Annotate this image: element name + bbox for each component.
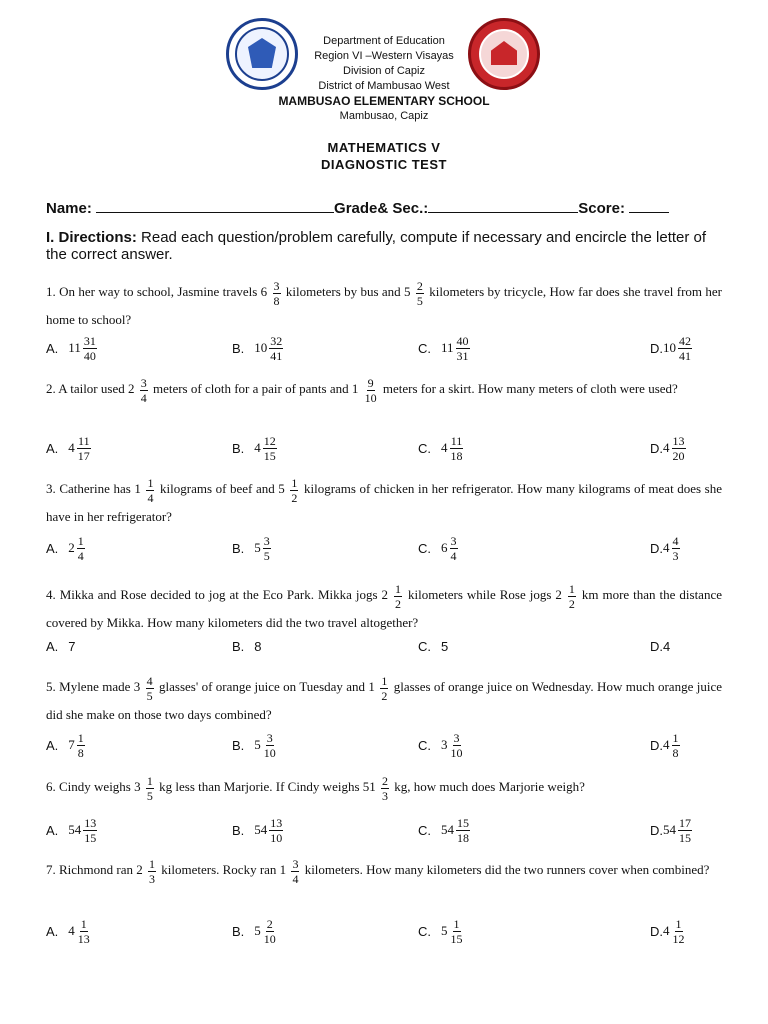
answer-option-b[interactable] [232,330,285,366]
denominator: 2 [291,490,298,505]
numerator: 13 [84,815,97,830]
answer-option-c[interactable] [418,330,472,366]
denominator: 5 [263,548,270,563]
question-1-options [46,330,726,366]
numerator: 1 [149,856,156,871]
option-fraction [263,732,277,759]
question-text: kilograms of chicken in her refrigerator. How many kilograms of meat does she have in her refrigerator? [46,481,722,524]
option-letter: C. [418,440,431,456]
question-7-options [46,913,726,949]
denominator: 40 [83,348,96,363]
option-fraction [450,435,464,462]
option-letter: A. [46,340,59,356]
denominator: 2 [568,596,575,611]
option-letter: A. [46,638,59,654]
option-whole: 54 [663,822,676,837]
numerator: 32 [270,333,283,348]
question-text: 4. Mikka and Rose decided to jog at the Eco Park. Mikka jogs 2 [46,587,393,602]
numerator: 1 [675,916,682,931]
question-text: 3. Catherine has 1 [46,481,145,496]
fraction [146,675,154,702]
answer-option-a[interactable] [46,430,93,466]
numerator: 15 [457,815,469,830]
option-whole: 2 [68,540,75,555]
question-text: glasses' of orange juice on Tuesday and 1 [155,679,379,694]
option-letter: C. [418,638,431,654]
denominator: 4 [77,548,84,563]
question-4-options [46,628,726,664]
fraction [290,477,298,504]
answer-option-a[interactable] [46,913,93,949]
numerator: 1 [395,581,402,596]
denominator: 3 [382,788,389,803]
question-text: 6. Cindy weighs 3 [46,779,144,794]
question-text: km more than the distance covered by Mikka. How many kilometers did the two travel altogether? [46,587,722,630]
option-whole: 7 [68,638,76,654]
option-letter: C. [418,822,431,838]
answer-option-b[interactable] [232,812,285,848]
question-4 [46,582,722,635]
question-text: kg, how much does Marjorie weigh? [391,779,585,794]
option-letter: D. [650,440,663,456]
answer-option-d[interactable] [650,530,682,566]
option-fraction [672,732,680,759]
denominator: 31 [456,348,469,363]
option-whole: 4 [663,638,671,654]
numerator: 1 [453,916,460,931]
answer-option-d[interactable] [650,330,694,366]
header-division: Division of Capiz [343,65,425,77]
question-text: kg less than Marjorie. If Cindy weighs 51 [155,779,380,794]
name-field[interactable] [96,200,334,213]
test-title: DIAGNOSTIC TEST [321,157,447,172]
answer-option-b[interactable] [232,530,273,566]
option-letter: D. [650,737,663,753]
answer-option-c[interactable] [418,727,466,763]
option-whole: 5 [441,923,448,938]
question-text: kilometers while Rose jogs 2 [404,587,566,602]
denominator: 17 [77,448,90,463]
header-district: District of Mambusao West [318,80,450,92]
question-text: kilometers. How many kilometers did the two runners cover when combined? [301,862,710,877]
school-name: MAMBUSAO ELEMENTARY SCHOOL [278,94,490,108]
option-whole: 54 [254,822,268,837]
denominator: 41 [270,348,283,363]
option-whole: 4 [663,737,670,752]
answer-option-d[interactable] [650,430,688,466]
answer-option-a[interactable] [46,330,99,366]
option-whole: 5 [254,923,261,938]
option-letter: A. [46,737,59,753]
option-letter: D. [650,340,663,356]
answer-option-c[interactable] [418,430,466,466]
numerator: 1 [672,730,679,745]
numerator: 3 [450,533,457,548]
subject-title: MATHEMATICS V [327,140,441,155]
numerator: 9 [367,375,374,390]
denominator: 13 [77,931,90,946]
option-whole: 10 [254,340,268,355]
directions-text: Read each question/problem carefully, compute if necessary and encircle the letter of the correct answer. [46,229,707,263]
answer-option-b[interactable] [232,727,279,763]
option-fraction [263,918,277,945]
numerator: 3 [263,533,270,548]
fraction [381,775,389,802]
denominator: 18 [450,448,463,463]
fraction [146,477,154,504]
option-fraction [263,535,271,562]
denominator: 10 [364,390,377,405]
question-2-options [46,430,726,466]
option-letter: A. [46,923,59,939]
numerator: 1 [80,916,87,931]
denominator: 5 [416,293,423,308]
directions [46,229,726,263]
question-5-options [46,727,726,763]
fraction [146,775,154,802]
option-whole: 5 [254,540,261,555]
option-letter: B. [232,822,245,838]
denominator: 8 [672,745,679,760]
question-5 [46,674,722,727]
question-text: 1. On her way to school, Jasmine travels 6 [46,284,271,299]
option-fraction [269,817,283,844]
numerator: 17 [679,815,691,830]
numerator: 3 [266,730,273,745]
question-3 [46,476,722,529]
numerator: 42 [679,333,691,348]
numerator: 11 [450,433,463,448]
fraction [364,377,378,404]
option-fraction [263,435,277,462]
question-text: 7. Richmond ran 2 [46,862,147,877]
answer-option-d[interactable] [650,628,670,664]
question-text: kilograms of beef and 5 [156,481,289,496]
question-3-options [46,530,726,566]
fraction [394,583,402,610]
numerator: 1 [568,581,575,596]
option-whole: 10 [663,340,676,355]
numerator: 1 [146,773,153,788]
numerator: 2 [382,773,389,788]
denominator: 3 [149,871,156,886]
grade-field[interactable] [428,200,578,213]
answer-option-d[interactable] [650,727,682,763]
numerator: 31 [83,333,96,348]
denominator: 15 [84,830,97,845]
option-letter: A. [46,822,59,838]
question-2 [46,376,722,404]
question-text: glasses of orange juice on Wednesday. How much orange juice did she make on those two days combined? [46,679,722,722]
score-label: Score: [578,200,625,217]
answer-option-b[interactable] [232,628,262,664]
header-department: Department of Education [323,35,445,47]
denominator: 4 [147,490,154,505]
numerator: 4 [146,673,153,688]
answer-option-b[interactable] [232,430,279,466]
answer-option-c[interactable] [418,530,460,566]
answer-option-a[interactable] [46,812,99,848]
option-fraction [450,535,458,562]
option-letter: D. [650,638,663,654]
option-whole: 5 [441,638,449,654]
option-whole: 4 [663,923,670,938]
answer-option-c[interactable] [418,913,466,949]
option-letter: D. [650,822,663,838]
denominator: 15 [679,830,691,845]
denominator: 4 [450,548,457,563]
denominator: 15 [263,448,276,463]
option-letter: B. [232,737,245,753]
option-letter: B. [232,923,245,939]
option-whole: 4 [663,440,670,455]
option-fraction [77,535,85,562]
option-whole: 4 [441,440,448,455]
numerator: 1 [147,475,154,490]
option-letter: A. [46,540,59,556]
option-whole: 11 [68,340,81,355]
question-7 [46,857,722,885]
question-text: 2. A tailor used 2 [46,381,138,396]
option-letter: B. [232,340,245,356]
denominator: 10 [263,931,276,946]
numerator: 11 [78,433,90,448]
question-6-options [46,812,726,848]
option-fraction [672,435,686,462]
numerator: 13 [270,815,283,830]
fraction [416,280,424,307]
fraction [568,583,576,610]
option-letter: D. [650,540,663,556]
numerator: 12 [263,433,276,448]
option-whole: 8 [254,638,262,654]
denominator: 10 [450,745,463,760]
fraction [380,675,388,702]
answer-option-d[interactable] [650,913,688,949]
header-region: Region VI –Western Visayas [314,50,454,62]
option-whole: 4 [68,923,75,938]
answer-option-d[interactable] [650,812,694,848]
denominator: 8 [273,293,280,308]
denominator: 5 [146,688,153,703]
option-whole: 54 [441,822,454,837]
denominator: 2 [381,688,388,703]
option-fraction [77,918,91,945]
grade-label: Grade& Sec.: [334,200,429,217]
directions-label: I. Directions: [46,229,137,246]
option-letter: B. [232,540,245,556]
numerator: 1 [381,673,388,688]
option-letter: C. [418,923,431,939]
denominator: 3 [672,548,679,563]
option-fraction [269,335,283,362]
numerator: 1 [77,533,84,548]
school-location: Mambusao, Capiz [339,110,429,122]
numerator: 3 [292,856,299,871]
option-fraction [77,435,91,462]
option-fraction [456,335,470,362]
answer-option-b[interactable] [232,913,279,949]
numerator: 1 [291,475,298,490]
numerator: 3 [273,278,280,293]
question-text: meters of cloth for a pair of pants and 1 [149,381,362,396]
option-letter: A. [46,440,59,456]
option-fraction [678,817,692,844]
option-letter: C. [418,737,431,753]
numerator: 1 [77,730,84,745]
option-fraction [450,732,464,759]
option-fraction [77,732,85,759]
option-fraction [678,335,692,362]
option-fraction [83,335,97,362]
answer-option-c[interactable] [418,628,448,664]
option-whole: 54 [68,822,82,837]
denominator: 12 [672,931,685,946]
numerator: 40 [456,333,469,348]
denominator: 4 [140,390,147,405]
option-fraction [672,535,680,562]
question-text: kilometers. Rocky ran 1 [158,862,290,877]
denominator: 5 [146,788,153,803]
question-6 [46,774,722,802]
numerator: 13 [672,433,685,448]
option-fraction [450,918,464,945]
denominator: 15 [450,931,463,946]
option-whole: 6 [441,540,448,555]
option-fraction [672,918,686,945]
answer-option-a[interactable] [46,727,87,763]
fraction [273,280,281,307]
answer-option-a[interactable] [46,530,87,566]
option-letter: D. [650,923,663,939]
numerator: 2 [266,916,273,931]
option-letter: B. [232,440,245,456]
option-fraction [456,817,470,844]
numerator: 3 [140,375,147,390]
option-letter: C. [418,540,431,556]
denominator: 20 [672,448,685,463]
fraction [291,858,299,885]
name-label: Name: [46,200,92,217]
fraction [140,377,148,404]
numerator: 2 [416,278,423,293]
option-whole: 4 [68,440,75,455]
answer-option-c[interactable] [418,812,472,848]
fraction [148,858,156,885]
denominator: 4 [292,871,299,886]
option-fraction [83,817,97,844]
option-whole: 7 [68,737,75,752]
question-text: meters for a skirt. How many meters of cloth were used? [379,381,678,396]
question-text: 5. Mylene made 3 [46,679,144,694]
question-text: kilometers by tricycle, How far does she travel from her home to school? [46,284,722,327]
answer-option-a[interactable] [46,628,76,664]
denominator: 41 [679,348,691,363]
option-letter: C. [418,340,431,356]
option-whole: 4 [663,540,670,555]
numerator: 4 [672,533,679,548]
denominator: 10 [263,745,276,760]
numerator: 3 [453,730,460,745]
option-whole: 5 [254,737,261,752]
student-info-line [46,200,669,217]
question-1 [46,279,722,332]
option-whole: 3 [441,737,448,752]
denominator: 2 [395,596,402,611]
denominator: 18 [457,830,469,845]
option-whole: 11 [441,340,454,355]
question-text: kilometers by bus and 5 [282,284,414,299]
option-whole: 4 [254,440,261,455]
score-field[interactable] [629,200,669,213]
option-letter: B. [232,638,245,654]
denominator: 10 [270,830,283,845]
denominator: 8 [77,745,84,760]
